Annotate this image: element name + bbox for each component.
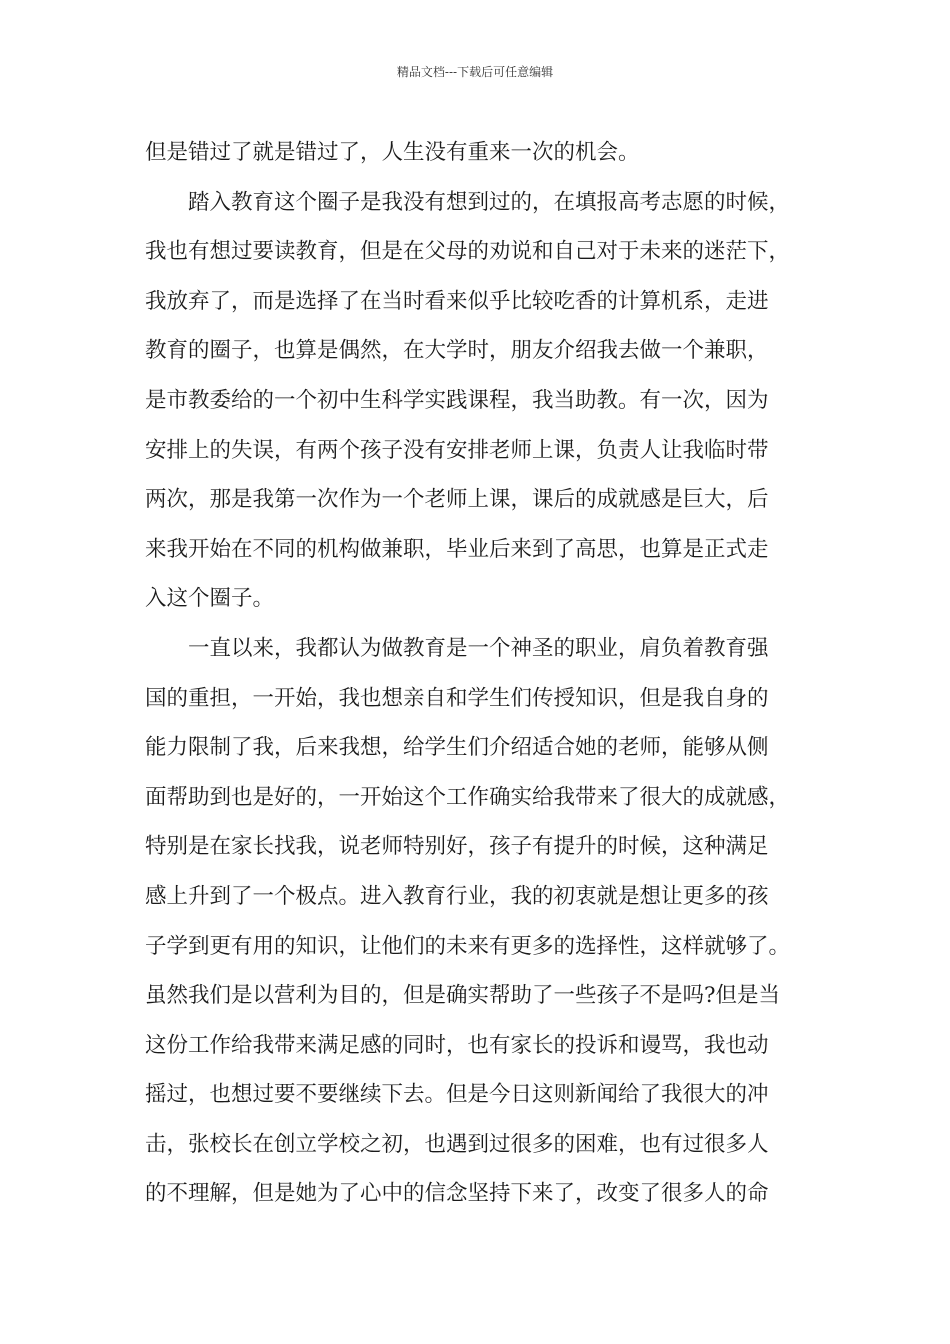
text-line: 击，张校长在创立学校之初，也遇到过很多的困难，也有过很多人 [145, 1131, 769, 1157]
text-line: 来我开始在不同的机构做兼职，毕业后来到了高思，也算是正式走 [145, 536, 769, 562]
text-line: 两次，那是我第一次作为一个老师上课，课后的成就感是巨大，后 [145, 487, 769, 513]
text-line: 我放弃了，而是选择了在当时看来似乎比较吃香的计算机系，走进 [145, 288, 769, 314]
text-line: 一直以来，我都认为做教育是一个神圣的职业，肩负着教育强 [188, 635, 769, 661]
page-header: 精品文档---下载后可任意编辑 [396, 65, 554, 79]
text-line: 我也有想过要读教育，但是在父母的劝说和自己对于未来的迷茫下， [145, 239, 791, 265]
text-line: 这份工作给我带来满足感的同时，也有家长的投诉和谩骂，我也动 [145, 1032, 769, 1058]
text-line: 摇过，也想过要不要继续下去。但是今日这则新闻给了我很大的冲 [145, 1082, 769, 1108]
text-line: 虽然我们是以营利为目的，但是确实帮助了一些孩子不是吗?但是当 [145, 983, 781, 1009]
text-line: 能力限制了我，后来我想，给学生们介绍适合她的老师，能够从侧 [145, 735, 769, 761]
text-line: 面帮助到也是好的，一开始这个工作确实给我带来了很大的成就感， [145, 784, 791, 810]
text-line: 是市教委给的一个初中生科学实践课程，我当助教。有一次，因为 [145, 387, 769, 413]
text-line: 安排上的失误，有两个孩子没有安排老师上课，负责人让我临时带 [145, 437, 769, 463]
text-line: 感上升到了一个极点。进入教育行业，我的初衷就是想让更多的孩 [145, 883, 769, 909]
text-line: 国的重担，一开始，我也想亲自和学生们传授知识，但是我自身的 [145, 685, 769, 711]
text-line: 子学到更有用的知识，让他们的未来有更多的选择性，这样就够了。 [145, 933, 791, 959]
text-line: 教育的圈子，也算是偶然，在大学时，朋友介绍我去做一个兼职， [145, 338, 769, 364]
text-line: 特别是在家长找我，说老师特别好，孩子有提升的时候，这种满足 [145, 834, 769, 860]
text-line: 但是错过了就是错过了，人生没有重来一次的机会。 [145, 140, 640, 165]
text-line: 入这个圈子。 [145, 586, 275, 612]
text-line: 踏入教育这个圈子是我没有想到过的，在填报高考志愿的时候， [188, 189, 791, 215]
text-line: 的不理解，但是她为了心中的信念坚持下来了，改变了很多人的命 [145, 1181, 769, 1207]
document-body [145, 128, 825, 1219]
